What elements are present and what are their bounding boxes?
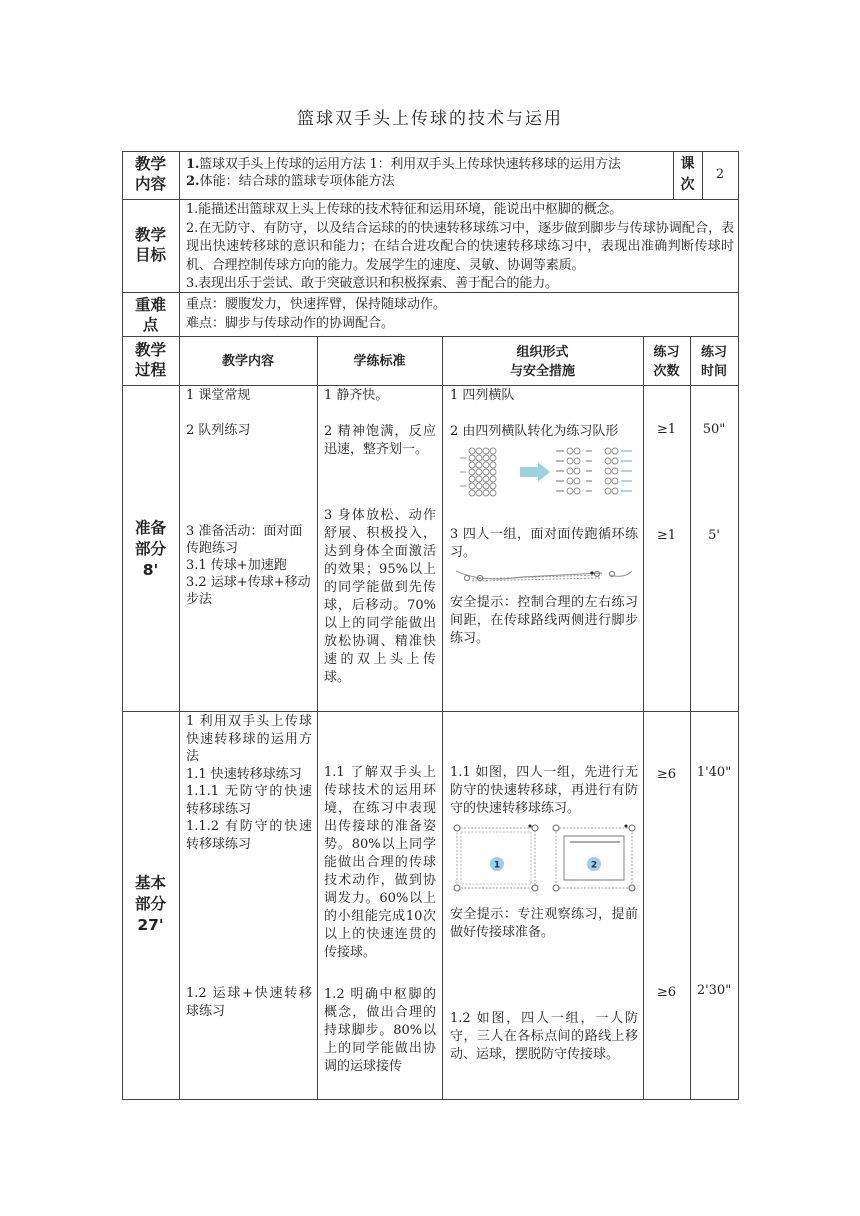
transition-arrow-icon — [520, 462, 550, 482]
col-standard-header: 学练标准 — [353, 354, 406, 369]
prep-item: 3.2 运球+传球+移动步法 — [186, 575, 311, 607]
drill-badge-1-label: 1 — [493, 860, 501, 871]
difficult-point: 难点：脚步与传球动作的协调配合。 — [186, 315, 395, 331]
basic-item: 1.1.1 无防守的快速转移球练习 — [186, 784, 312, 817]
prep-header: 准备 部分 8' — [134, 519, 166, 579]
basic-item: 1.1.2 有防守的快速转移球练习 — [186, 819, 312, 852]
prep-standard-item: 2 精神饱满，反应迅速，整齐划一。 — [324, 424, 436, 457]
basic-content — [186, 713, 312, 1020]
keypoints-text — [186, 296, 734, 333]
content-line2-num: 2. — [186, 174, 200, 189]
goal-item: 3.表现出乐于尝试、敢于突破意识和积极探索、善于配合的能力。 — [186, 276, 558, 291]
basic-time-1: 1'40" — [696, 765, 732, 780]
col-content-header: 教学内容 — [221, 354, 274, 369]
basic-time-2: 2'30" — [696, 983, 732, 998]
prep-time-2: 5' — [708, 528, 720, 543]
formation-diagram — [458, 445, 638, 503]
basic-org-item: 1.2 如图，四人一组，一人防守，三人在各标点间的路线上移动、运球，摆脱防守传接球。 — [450, 1011, 638, 1062]
keypoints-header: 重难 点 — [134, 296, 166, 334]
prep-item: 3 准备活动：面对面传跑练习 — [186, 524, 303, 556]
prep-org-item: 3 四人一组，面对面传跑循环练习。 — [450, 527, 638, 560]
pass-run-diagram — [452, 563, 638, 585]
content-line1-num: 1. — [186, 157, 200, 172]
prep-content — [186, 387, 313, 608]
goal-item: 2.在无防守、有防守，以及结合运球的的快速转移球练习中，逐步做到脚步与传球协调配合，表现出快速转移球的意识和能力；在结合进攻配合的快速转移球练习中，表现出准确判断传球时机、合理控制传球方向的能力。发展学生的速度、灵敏、协调等素质。 — [186, 220, 734, 273]
basic-standard — [324, 764, 436, 1076]
basic-item: 1 利用双手头上传球快速转移球的运用方法 — [186, 714, 312, 764]
basic-standard-item: 1.2 明确中枢脚的概念，做出合理的持球脚步。80%以上的同学能做出协调的运球接传 — [324, 987, 436, 1074]
goals-list — [186, 201, 734, 294]
prep-times-1: ≥1 — [656, 422, 677, 437]
prep-org-item: 2 由四列横队转化为练习队形 — [450, 424, 619, 439]
prep-standard-item: 1 静齐快。 — [324, 388, 389, 403]
basic-item: 1.2 运球+快速转移球练习 — [186, 986, 312, 1019]
lesson-label: 课 次 — [680, 156, 695, 193]
page-title: 篮球双手头上传球的技术与运用 — [297, 109, 563, 129]
prep-times-2: ≥1 — [656, 528, 677, 543]
prep-safety: 安全提示：控制合理的左右练习间距，在传球路线两侧进行脚步练习。 — [450, 595, 638, 646]
content-line2: 体能：结合球的篮球专项体能方法 — [199, 174, 395, 189]
col-time-header: 练习 时间 — [700, 345, 727, 379]
drill-badge-2-label: 2 — [590, 860, 598, 871]
basic-times-1: ≥6 — [656, 767, 677, 782]
goals-header: 教学 目标 — [134, 226, 166, 264]
drill-diagram-2 — [550, 822, 640, 894]
drill-diagram-1 — [452, 822, 542, 894]
basic-org-item: 1.1 如图，四人一组，先进行无防守的快速转移球，再进行有防守的快速转移球练习。 — [450, 765, 638, 816]
prep-org-item: 1 四列横队 — [450, 388, 515, 403]
prep-item: 1 课堂常规 — [186, 388, 251, 403]
basic-standard-item: 1.1 了解双手头上传球技术的运用环境，在练习中表现出传接球的准备姿势。80%以上同学能做出合理的传球技术动作，做到协调发力。60%以上的小组能完成10次以上的快速连贯的传接球。 — [324, 765, 436, 960]
prep-standard — [324, 387, 436, 687]
col-org-header: 组织形式 与安全措施 — [509, 345, 575, 379]
content-header: 教学 内容 — [134, 155, 166, 193]
prep-item: 2 队列练习 — [186, 423, 251, 438]
basic-header: 基本 部分 27' — [134, 874, 166, 934]
process-header: 教学 过程 — [134, 341, 166, 379]
target-formation — [567, 448, 618, 494]
basic-item: 1.1 快速转移球练习 — [186, 766, 302, 782]
content-line1: 篮球双手头上传球的运用方法 1：利用双手头上传球快速转移球的运用方法 — [199, 157, 621, 172]
lesson-number: 2 — [715, 167, 725, 182]
basic-times-2: ≥6 — [656, 985, 677, 1000]
prep-organization — [450, 387, 638, 441]
four-column-grid — [469, 448, 496, 496]
prep-standard-item: 3 身体放松、动作舒展、积极投入，达到身体全面激活的效果；95%以上的同学能做到先传球，后移动。70%以上的同学能做出放松协调、精准快速的双上头上传球。 — [324, 508, 436, 685]
prep-time-1: 50" — [702, 422, 726, 437]
basic-safety: 安全提示：专注观察练习，提前做好传接球准备。 — [450, 907, 638, 940]
goal-item: 1.能描述出篮球双上头上传球的技术特征和运用环境，能说出中枢脚的概念。 — [186, 202, 623, 217]
col-times-header: 练习 次数 — [653, 345, 680, 379]
prep-item: 3.1 传球+加速跑 — [186, 558, 287, 573]
content-text — [186, 156, 672, 190]
key-point: 重点：腰腹发力，快速挥臂，保持随球动作。 — [186, 297, 447, 312]
